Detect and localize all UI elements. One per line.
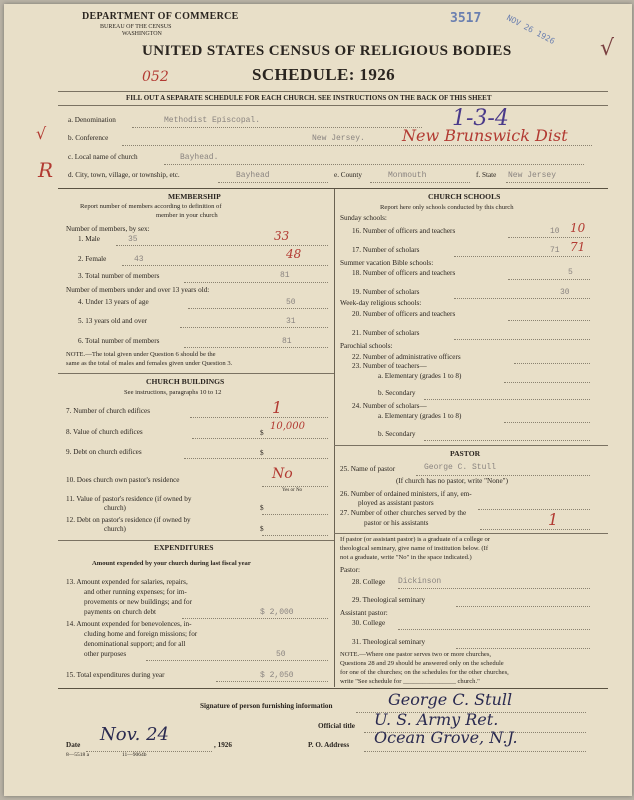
q9-dollar: $ xyxy=(260,449,264,457)
q4-value: 50 xyxy=(286,298,296,307)
weekday-header: Week-day religious schools: xyxy=(340,299,422,307)
q27-line-2: pastor or his assistants xyxy=(364,519,429,527)
signature-label: Signature of person furnishing information xyxy=(200,702,333,710)
q12-dollar: $ xyxy=(260,525,264,533)
q20-officers: 20. Number of officers and teachers xyxy=(352,310,456,318)
q24a-elementary: a. Elementary (grades 1 to 8) xyxy=(378,412,462,420)
q14-benevolences: 14. Amount expended for benevolences, in- xyxy=(66,620,192,628)
q10-hint: Yes or No xyxy=(282,488,303,493)
q23a-elementary: a. Elementary (grades 1 to 8) xyxy=(378,372,462,380)
form-number: 8—5518 a xyxy=(66,752,90,758)
city-label: d. City, town, village, or township, etc. xyxy=(68,171,180,179)
date-received-stamp: NOV 26 1926 xyxy=(505,13,557,46)
county-value: Monmouth xyxy=(388,171,427,180)
q6-total: 6. Total number of members xyxy=(78,337,160,345)
q27-value: 1 xyxy=(548,510,559,529)
pastor-note-3: for one of the churches; on the schedules for the other churches, xyxy=(340,669,509,676)
q16-typed: 10 xyxy=(550,227,560,236)
q27-other-churches: 27. Number of other churches served by the xyxy=(340,509,467,517)
date-label: Date xyxy=(66,741,81,749)
q4-under-13: 4. Under 13 years of age xyxy=(78,298,149,306)
membership-intro-2: member in your church xyxy=(156,212,218,219)
q24-scholars: 24. Number of scholars— xyxy=(352,402,427,410)
grad-instruction-3: not a graduate, write "No" in the space indicated.) xyxy=(340,554,472,561)
q17-typed: 71 xyxy=(550,246,560,255)
q8-hand-value: 10,000 xyxy=(270,421,305,432)
denomination-code: 1-3-4 xyxy=(452,106,509,131)
q14-value: 50 xyxy=(276,650,286,659)
q16-officers: 16. Number of officers and teachers xyxy=(352,227,456,235)
by-sex-header: Number of members, by sex: xyxy=(66,225,150,233)
membership-intro: Report number of members according to definition of xyxy=(80,203,222,210)
pastor-note-2: Questions 28 and 29 should be answered only on the schedule xyxy=(340,660,504,667)
schools-title: CHURCH SCHOOLS xyxy=(428,192,501,201)
print-number: 11—9064b xyxy=(122,752,147,758)
dept-heading: DEPARTMENT OF COMMERCE xyxy=(82,11,239,22)
q1-typed-value: 35 xyxy=(128,235,138,244)
parochial-header: Parochial schools: xyxy=(340,342,393,350)
county-label: e. County xyxy=(334,171,362,179)
membership-title: MEMBERSHIP xyxy=(168,192,221,201)
form-title: UNITED STATES CENSUS OF RELIGIOUS BODIES xyxy=(142,43,512,59)
q11-value-residence: 11. Value of pastor's residence (if owned by xyxy=(66,495,192,503)
grad-instruction-2: theological seminary, give name of institution below. (If xyxy=(340,545,489,552)
state-value: New Jersey xyxy=(508,171,557,180)
schools-intro: Report here only schools conducted by this church xyxy=(380,204,514,211)
pastor-note-4: write "See schedule for ________________ church." xyxy=(340,678,480,685)
q8-value-edifices: 8. Value of church edifices xyxy=(66,428,143,436)
q15-value: $ 2,050 xyxy=(260,671,294,680)
q7-edifices: 7. Number of church edifices xyxy=(66,407,151,415)
q6-value: 81 xyxy=(282,337,292,346)
asst-pastor-label: Assistant pastor: xyxy=(340,609,388,617)
q13-running-expenses: 13. Amount expended for salaries, repairs, xyxy=(66,578,188,586)
margin-r-mark: R xyxy=(38,158,54,182)
official-title-value: U. S. Army Ret. xyxy=(374,710,499,729)
local-name-value: Bayhead. xyxy=(180,153,219,162)
denomination-label: a. Denomination xyxy=(68,116,116,124)
official-title-label: Official title xyxy=(318,722,355,730)
q3-total: 3. Total number of members xyxy=(78,272,160,280)
q31-seminary: 31. Theological seminary xyxy=(352,638,426,646)
q9-debt: 9. Debt on church edifices xyxy=(66,448,142,456)
q17-scholars: 17. Number of scholars xyxy=(352,246,420,254)
bureau-heading: BUREAU OF THE CENSUS xyxy=(100,24,172,30)
q1-male: 1. Male xyxy=(78,235,100,243)
q23b-secondary: b. Secondary xyxy=(378,389,416,397)
q14-line-3: denominational support; and for all xyxy=(84,640,186,648)
conference-label: b. Conference xyxy=(68,134,109,142)
q30-college: 30. College xyxy=(352,619,386,627)
q21-scholars: 21. Number of scholars xyxy=(352,329,420,337)
q13-line-4: payments on church debt xyxy=(84,608,157,616)
q14-line-4: other purposes xyxy=(84,650,127,658)
buildings-title: CHURCH BUILDINGS xyxy=(146,377,225,386)
q2-hand-value: 48 xyxy=(286,247,302,261)
pastor-title: PASTOR xyxy=(450,449,481,458)
state-label: f. State xyxy=(476,171,497,179)
q13-line-3: provements or new buildings; and for xyxy=(84,598,192,606)
census-form xyxy=(4,4,632,796)
q13-line-2: and other running expenses; for im- xyxy=(84,588,187,596)
conference-value: New Jersey. xyxy=(312,134,365,143)
q1-hand-value: 33 xyxy=(274,229,290,243)
instruction-bar: FILL OUT A SEPARATE SCHEDULE FOR EACH CHURCH. SEE INSTRUCTIONS ON THE BACK OF THIS SHEET xyxy=(126,94,492,102)
q5-value: 31 xyxy=(286,317,296,326)
file-number-stamp: 3517 xyxy=(450,11,482,26)
q2-typed-value: 43 xyxy=(134,255,144,264)
handwritten-code: 052 xyxy=(142,69,169,85)
q26-ordained: 26. Number of ordained ministers, if any, em- xyxy=(340,490,472,498)
q23-teachers: 23. Number of teachers— xyxy=(352,362,427,370)
q28-college: 28. College xyxy=(352,578,386,586)
q22-admin: 22. Number of administrative officers xyxy=(352,353,461,361)
q17-hand: 71 xyxy=(570,240,586,254)
q28-value: Dickinson xyxy=(398,577,442,586)
q12-debt-residence: 12. Debt on pastor's residence (if owned by xyxy=(66,516,191,524)
q18-officers: 18. Number of officers and teachers xyxy=(352,269,456,277)
po-address-value: Ocean Grove, N.J. xyxy=(374,728,518,747)
q24b-secondary: b. Secondary xyxy=(378,430,416,438)
expenditures-title: EXPENDITURES xyxy=(154,543,214,552)
q29-seminary: 29. Theological seminary xyxy=(352,596,426,604)
po-address-label: P. O. Address xyxy=(308,741,350,749)
q5-over-13: 5. 13 years old and over xyxy=(78,317,148,325)
q7-value: 1 xyxy=(272,398,283,417)
q19-scholars: 19. Number of scholars xyxy=(352,288,420,296)
sunday-header: Sunday schools: xyxy=(340,214,387,222)
summer-header: Summer vacation Bible schools: xyxy=(340,259,434,267)
q11-dollar: $ xyxy=(260,504,264,512)
city-value: Bayhead xyxy=(236,171,270,180)
denomination-value: Methodist Episcopal. xyxy=(164,116,261,125)
expenditures-intro: Amount expended by your church during last fiscal year xyxy=(92,560,251,567)
membership-note-2: same as the total of males and females given under Question 3. xyxy=(66,360,233,367)
q15-total: 15. Total expenditures during year xyxy=(66,671,165,679)
buildings-see: See instructions, paragraphs 10 to 12 xyxy=(124,389,222,396)
q8-dollar: $ xyxy=(260,429,264,437)
q16-hand: 10 xyxy=(570,221,586,235)
schedule-title: SCHEDULE: 1926 xyxy=(252,65,396,84)
q25-name: 25. Name of pastor xyxy=(340,465,396,473)
membership-note: NOTE.—The total given under Question 6 should be the xyxy=(66,351,216,358)
pastor-note-1: NOTE.—Where one pastor serves two or more churches, xyxy=(340,651,492,658)
margin-check: √ xyxy=(36,124,47,143)
date-value: Nov. 24 xyxy=(100,724,169,745)
q26-line-2: ployed as assistant pastors xyxy=(358,499,434,507)
signature-value: George C. Stull xyxy=(388,690,513,709)
q12-church: church) xyxy=(104,525,126,533)
q25-value: George C. Stull xyxy=(424,463,497,472)
q10-residence: 10. Does church own pastor's residence xyxy=(66,476,180,484)
q18-value: 5 xyxy=(568,268,573,277)
local-name-label: c. Local name of church xyxy=(68,153,138,161)
year: , 1926 xyxy=(214,741,232,749)
check-mark: √ xyxy=(600,36,615,61)
q11-church: church) xyxy=(104,504,126,512)
conference-handwritten: New Brunswick Dist xyxy=(402,126,568,145)
q14-line-2: cluding home and foreign missions; for xyxy=(84,630,198,638)
q25-note: (If church has no pastor, write "None") xyxy=(396,477,508,485)
q2-female: 2. Female xyxy=(78,255,107,263)
q3-value: 81 xyxy=(280,271,290,280)
city-heading: WASHINGTON xyxy=(122,31,162,37)
age-header: Number of members under and over 13 years old: xyxy=(66,286,210,294)
grad-instruction-1: If pastor (or assistant pastor) is a graduate of a college or xyxy=(340,536,490,543)
q10-value: No xyxy=(272,466,293,482)
q13-value: $ 2,000 xyxy=(260,608,294,617)
pastor-sub-label: Pastor: xyxy=(340,566,360,574)
q19-value: 30 xyxy=(560,288,570,297)
